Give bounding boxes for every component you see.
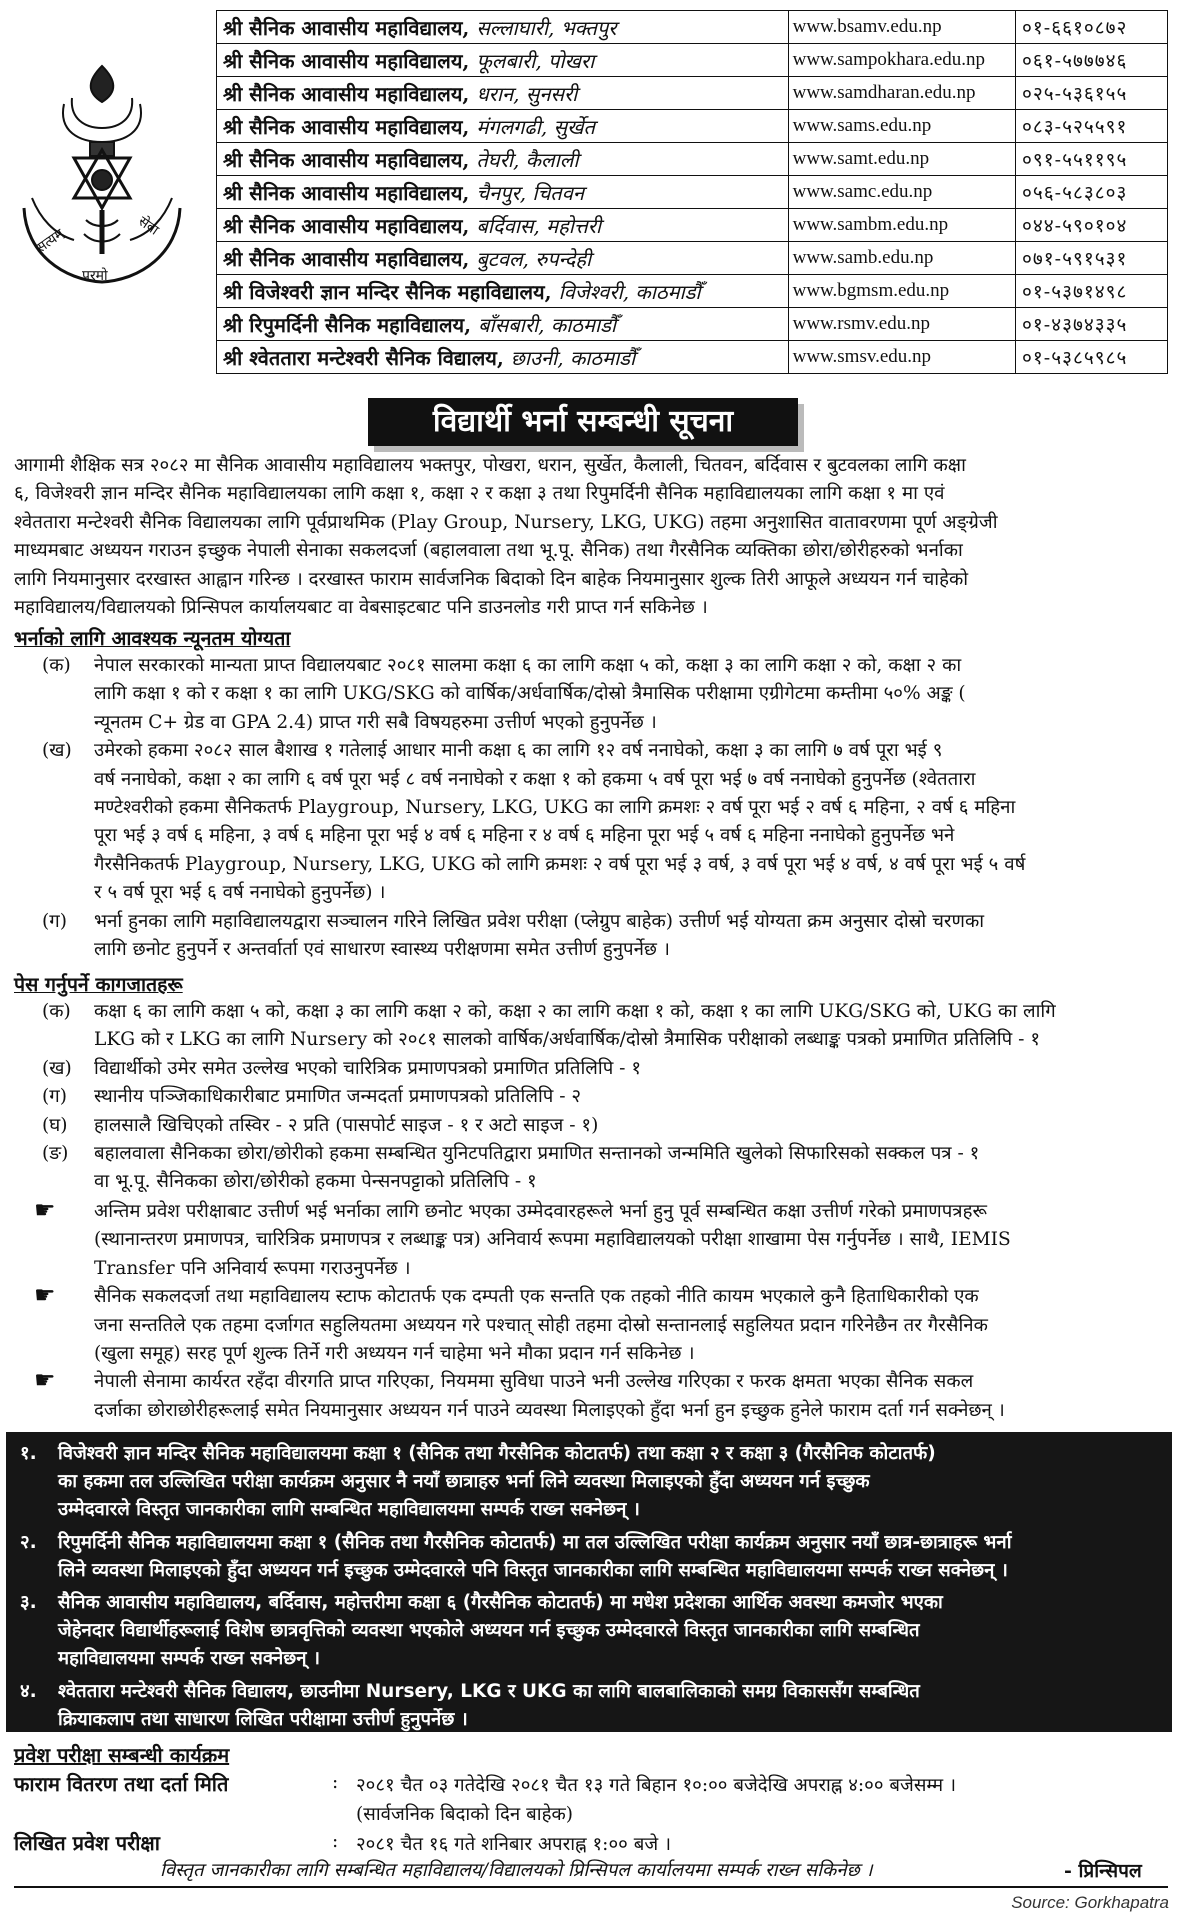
announcement-line: उम्मेदवारले विस्तृत जानकारीका लागि सम्बन्धित महाविद्यालयमा सम्पर्क राख्न सक्नेछन् ।: [58, 1499, 640, 1521]
college-name: श्री सैनिक आवासीय महाविद्यालय,: [223, 213, 470, 238]
note-line: सैनिक सकलदर्जा तथा महाविद्यालय स्टाफ कोटातर्फ एक दम्पती एक सन्तति एक तहको नीति कायम भएकाले कुनै हिताधिकारीको एक: [94, 1286, 979, 1308]
colon: :: [332, 1772, 339, 1793]
form-date-value: २०८१ चैत ०३ गतेदेखि २०८१ चैत १३ गते बिहान १०:०० बजेदेखि अपराह्न ४:०० बजेसम्म ।: [356, 1775, 957, 1796]
intro-paragraph: [14, 452, 1168, 622]
announcement-item: [6, 1589, 1172, 1674]
college-place: सल्लाघारी, भक्तपुर: [476, 15, 617, 40]
college-place: धरान, सुनसरी: [476, 81, 578, 106]
announcement-line: जेहेनदार विद्यार्थीहरूलाई विशेष छात्रवृत्तिको व्यवस्था भएकोले अध्ययन गर्न इच्छुक उम्मेदवारले विस्तृत जानकारीका लागि सम्बन्धित: [58, 1620, 920, 1642]
announcement-item: [6, 1440, 1172, 1525]
announcement-line: महाविद्यालयमा सम्पर्क राख्न सक्नेछन् ।: [58, 1648, 320, 1670]
intro-line: ६, विजेश्वरी ज्ञान मन्दिर सैनिक महाविद्यालयका लागि कक्षा १, कक्षा २ र कक्षा ३ तथा रिपुमर्दिनी सैनिक महाविद्यालयका लागि कक्षा १ मा एवं: [14, 483, 945, 505]
college-place: तेघरी, कैलाली: [476, 147, 579, 172]
eligibility-item: [14, 652, 1168, 737]
form-date-note: (सार्वजनिक बिदाको दिन बाहेक): [356, 1804, 573, 1825]
college-row: [217, 143, 1168, 176]
college-name: श्री विजेश्वरी ज्ञान मन्दिर सैनिक महाविद्यालय,: [223, 279, 552, 304]
written-exam-value: २०८१ चैत १६ गते शनिबार अपराह्न १:०० बजे ।: [356, 1834, 672, 1855]
eligibility-label: (क): [42, 655, 71, 676]
hand-pointer-icon: ☛: [34, 1366, 56, 1395]
college-name-cell: [217, 143, 789, 176]
documents-label: (ख): [42, 1057, 72, 1079]
eligibility-line: गैरसैनिकतर्फ Playgroup, Nursery, LKG, UKG को लागि क्रमशः २ वर्ष पूरा भई ३ वर्ष, ३ वर्ष पूरा भई ४ वर्ष, ४ वर्ष पूरा भई ५ वर्ष: [94, 853, 1026, 875]
college-phone: ०१-४३७४३३५: [1016, 308, 1168, 341]
college-row: [217, 242, 1168, 275]
announcement-line: रिपुमर्दिनी सैनिक महाविद्यालयमा कक्षा १ (सैनिक तथा गैरसैनिक कोटातर्फ) मा तल उल्लिखित परीक्षा कार्यक्रम अनुसार नयाँ छात्र-छात्राहरू भर्ना: [58, 1531, 1012, 1553]
footer-note: विस्तृत जानकारीका लागि सम्बन्धित महाविद्यालय/विद्यालयको प्रिन्सिपल कार्यालयमा सम्पर्क राख्न सकिनेछ ।: [160, 1860, 873, 1881]
written-exam-label: लिखित प्रवेश परीक्षा: [14, 1831, 160, 1855]
documents-line: बहालवाला सैनिकका छोरा/छोरीको हकमा सम्बन्धित युनिटपतिद्वारा प्रमाणित सन्तानको जन्ममिति खुलेको सिफारिसको सक्कल पत्र - १: [94, 1143, 980, 1164]
note-line: जना सन्ततिले एक तहमा दर्जागत सहुलियतमा अध्ययन गरे पश्चात् सोही तहमा दोस्रो सन्तानलाई सहुलियत प्रदान गरिनेछैन तर गैरसैनिक: [94, 1314, 988, 1336]
college-name-cell: [217, 176, 789, 209]
college-row: [217, 275, 1168, 308]
college-website[interactable]: www.samt.edu.np: [788, 143, 1015, 176]
college-row: [217, 77, 1168, 110]
intro-line: महाविद्यालय/विद्यालयको प्रिन्सिपल कार्यालयबाट वा वेबसाइटबाट पनि डाउनलोड गरी प्राप्त गर्न सकिनेछ ।: [14, 597, 708, 619]
eligibility-line: उमेरको हकमा २०८२ साल बैशाख १ गतेलाई आधार मानी कक्षा ६ का लागि १२ वर्ष ननाघेको, कक्षा ३ का लागि ७ वर्ष पूरा भई ९: [94, 740, 943, 762]
documents-item: [14, 998, 1168, 1055]
documents-label: (ङ): [42, 1143, 69, 1164]
college-website[interactable]: www.sams.edu.np: [788, 110, 1015, 143]
hand-pointer-icon: ☛: [34, 1281, 56, 1310]
colon: :: [332, 1831, 339, 1852]
emblem-bottom-text: परमो: [82, 268, 108, 284]
documents-label: (क): [42, 1001, 71, 1022]
college-name-cell: [217, 341, 789, 374]
eligibility-heading: भर्नाको लागि आवश्यक न्यूनतम योग्यता: [14, 627, 291, 650]
announcement-line: श्वेततारा मन्टेश्वरी सैनिक विद्यालय, छाउनीमा Nursery, LKG र UKG का लागि बालबालिकाको समग्र विकाससँग सम्बन्धित: [58, 1680, 920, 1702]
college-phone: ०२५-५३६१५५: [1016, 77, 1168, 110]
eligibility-line: मण्टेश्वरीको हकमा सैनिकतर्फ Playgroup, Nursery, LKG, UKG का लागि क्रमशः २ वर्ष पूरा भई २ वर्ष ६ महिना, २ वर्ष ६ महिना: [94, 797, 1016, 818]
note-line: दर्जाका छोराछोरीहरूलाई समेत नियमानुसार अध्ययन गर्न पाउने व्यवस्था मिलाइएको हुँदा भर्ना हुन इच्छुक हुनेले फाराम दर्ता गर्न सक्नेछन् ।: [94, 1399, 1005, 1421]
college-phone: ०७१-५९१५३१: [1016, 242, 1168, 275]
college-row: [217, 341, 1168, 374]
college-phone: ०१-५३७१४९८: [1016, 275, 1168, 308]
college-name-cell: [217, 275, 789, 308]
documents-line: विद्यार्थीको उमेर समेत उल्लेख भएको चारित्रिक प्रमाणपत्रको प्रमाणित प्रतिलिपि - १: [94, 1057, 642, 1079]
eligibility-line: न्यूनतम C+ ग्रेड वा GPA 2.4) प्राप्त गरी सबै विषयहरुमा उत्तीर्ण भएको हुनुपर्नेछ ।: [94, 711, 657, 733]
eligibility-line: भर्ना हुनका लागि महाविद्यालयद्वारा सञ्चालन गरिने लिखित प्रवेश परीक्षा (प्लेग्रुप बाहेक) उत्तीर्ण भई योग्यता क्रम अनुसार दोस्रो चरणका: [94, 910, 985, 932]
documents-line: कक्षा ६ का लागि कक्षा ५ को, कक्षा ३ का लागि कक्षा २ को, कक्षा २ का लागि कक्षा १ को, कक्षा १ का लागि UKG/SKG को, UKG का लागि: [94, 1001, 1056, 1022]
announcement-line: क्रियाकलाप तथा साधारण लिखित परीक्षामा उत्तीर्ण हुनुपर्नेछ ।: [58, 1708, 468, 1730]
college-name-cell: [217, 44, 789, 77]
college-website[interactable]: www.sampokhara.edu.np: [788, 44, 1015, 77]
college-phone: ०४४-५९०१०४: [1016, 209, 1168, 242]
college-website[interactable]: www.sambm.edu.np: [788, 209, 1015, 242]
announcement-item: [6, 1678, 1172, 1734]
college-row: [217, 11, 1168, 44]
college-phone: ०१-५३८५९८५: [1016, 341, 1168, 374]
college-name-cell: [217, 110, 789, 143]
notice-title: विद्यार्थी भर्ना सम्बन्धी सूचना: [368, 398, 798, 446]
college-name: श्री सैनिक आवासीय महाविद्यालय,: [223, 114, 470, 139]
announcement-number: ४.: [20, 1680, 37, 1702]
documents-label: (घ): [42, 1114, 68, 1136]
college-place: बर्दिवास, महोत्तरी: [476, 213, 602, 238]
announcement-box: [6, 1432, 1172, 1732]
college-name-cell: [217, 308, 789, 341]
announcement-line: सैनिक आवासीय महाविद्यालय, बर्दिवास, महोत्तरीमा कक्षा ६ (गैरसैनिक कोटातर्फ) मा मधेश प्रदेशका आर्थिक अवस्था कमजोर भएका: [58, 1592, 943, 1613]
documents-item: [14, 1055, 1168, 1083]
note-item: [14, 1198, 1168, 1283]
college-name: श्री सैनिक आवासीय महाविद्यालय,: [223, 81, 470, 106]
college-name: श्री सैनिक आवासीय महाविद्यालय,: [223, 48, 470, 73]
college-website[interactable]: www.smsv.edu.np: [788, 341, 1015, 374]
college-row: [217, 209, 1168, 242]
college-name-cell: [217, 242, 789, 275]
note-line: (खुला समूह) सरह पूर्ण शुल्क तिर्ने गरी अध्ययन गर्न चाहेमा भने मौका प्रदान गर्न सकिनेछ ।: [94, 1343, 695, 1364]
college-website[interactable]: www.rsmv.edu.np: [788, 308, 1015, 341]
eligibility-label: (ख): [42, 740, 72, 762]
college-website[interactable]: www.samb.edu.np: [788, 242, 1015, 275]
note-line: नेपाली सेनामा कार्यरत रहँदा वीरगति प्राप्त गरिएका, नियममा सुविधा पाउने भनी उल्लेख गरिएका र फरक क्षमता भएका सैनिक सकल: [94, 1371, 974, 1393]
eligibility-line: पूरा भई ३ वर्ष ६ महिना, ३ वर्ष ६ महिना पूरा भई ४ वर्ष ६ महिना र ४ वर्ष ६ महिना पूरा भई ५ वर्ष ६ महिना ननाघेको हुनुपर्नेछ भने: [94, 825, 955, 847]
announcement-number: २.: [20, 1531, 37, 1553]
college-row: [217, 176, 1168, 209]
announcement-number: ३.: [20, 1592, 37, 1613]
documents-label: (ग): [42, 1086, 67, 1108]
announcement-item: [6, 1529, 1172, 1585]
college-place: मंगलगढी, सुर्खेत: [476, 114, 595, 139]
note-line: Transfer पनि अनिवार्य रूपमा गराउनुपर्नेछ ।: [94, 1257, 411, 1279]
college-name-cell: [217, 11, 789, 44]
college-name-cell: [217, 77, 789, 110]
nepal-army-emblem-icon: [14, 58, 190, 294]
college-name: श्री सैनिक आवासीय महाविद्यालय,: [223, 180, 470, 205]
documents-item: [14, 1083, 1168, 1111]
announcement-line: विजेश्वरी ज्ञान मन्दिर सैनिक महाविद्यालयमा कक्षा १ (सैनिक तथा गैरसैनिक कोटातर्फ) तथा कक्षा २ र कक्षा ३ (गैरसैनिक कोटातर्फ): [58, 1443, 936, 1464]
note-item: [14, 1283, 1168, 1368]
documents-line: वा भू.पू. सैनिकका छोरा/छोरीको हकमा पेन्सनपट्टाको प्रतिलिपि - १: [94, 1171, 537, 1193]
college-phone: ०९१-५५११९५: [1016, 143, 1168, 176]
documents-line: हालसालै खिचिएको तस्विर - २ प्रति (पासपोर्ट साइज - १ र अटो साइज - १): [94, 1114, 599, 1136]
college-website[interactable]: www.bsamv.edu.np: [788, 11, 1015, 44]
intro-line: माध्यमबाट अध्ययन गराउन इच्छुक नेपाली सेनाका सकलदर्जा (बहालवाला तथा भू.पू. सैनिक) तथा गैरसैनिक व्यक्तिका छोरा/छोरीहरुको भर्नाका: [14, 540, 963, 562]
college-place: विजेश्वरी, काठमाडौँ: [558, 279, 701, 304]
note-item: [14, 1368, 1168, 1425]
college-place: छाउनी, काठमाडौँ: [510, 345, 636, 370]
college-phone: ०६१-५७७७४६: [1016, 44, 1168, 77]
documents-line: स्थानीय पञ्जिकाधिकारीबाट प्रमाणित जन्मदर्ता प्रमाणपत्रको प्रतिलिपि - २: [94, 1086, 582, 1108]
announcement-number: १.: [20, 1443, 37, 1464]
eligibility-label: (ग): [42, 910, 67, 932]
college-phone: ०१-६६१०८७२: [1016, 11, 1168, 44]
source-credit: Source: Gorkhapatra: [1011, 1893, 1169, 1912]
documents-item: [14, 1112, 1168, 1140]
college-phone: ०५६-५८३८०३: [1016, 176, 1168, 209]
footer-divider: [14, 1886, 1168, 1888]
intro-line: आगामी शैक्षिक सत्र २०८२ मा सैनिक आवासीय महाविद्यालय भक्तपुर, पोखरा, धरान, सुर्खेत, कैलाली, चितवन, बर्दिवास र बुटवलका लागि कक्षा: [14, 455, 966, 476]
college-place: चैनपुर, चितवन: [476, 180, 584, 205]
college-place: फूलबारी, पोखरा: [476, 48, 595, 73]
hand-pointer-icon: ☛: [34, 1196, 56, 1224]
college-contact-table: [216, 10, 1168, 374]
college-row: [217, 44, 1168, 77]
documents-heading: पेस गर्नुपर्ने कागजातहरू: [14, 973, 183, 996]
college-name: श्री सैनिक आवासीय महाविद्यालय,: [223, 147, 470, 172]
intro-line: लागि नियमानुसार दरखास्त आह्वान गरिन्छ । दरखास्त फाराम सार्वजनिक बिदाको दिन बाहेक नियमानुसार शुल्क तिरी आफूले अध्ययन गर्न चाहेको: [14, 568, 969, 590]
documents-item: [14, 1140, 1168, 1197]
college-name-cell: [217, 209, 789, 242]
college-place: बाँसबारी, काठमाडौँ: [478, 312, 617, 337]
note-line: अन्तिम प्रवेश परीक्षाबाट उत्तीर्ण भई भर्नाका लागि छनोट भएका उम्मेदवारहरूले भर्ना हुनु पूर्व सम्बन्धित कक्षा उत्तीर्ण गरेको प्रमाणपत्रहरू: [94, 1201, 987, 1222]
eligibility-line: वर्ष ननाघेको, कक्षा २ का लागि ६ वर्ष पूरा भई ८ वर्ष ननाघेको र कक्षा १ को हकमा ५ वर्ष पूरा भई ७ वर्ष ननाघेको हुनुपर्नेछ (श्वेततारा: [94, 768, 976, 790]
college-website[interactable]: www.samc.edu.np: [788, 176, 1015, 209]
eligibility-line: लागि छनोट हुनुपर्ने र अन्तर्वार्ता एवं साधारण स्वास्थ्य परीक्षणमा समेत उत्तीर्ण हुनुपर्नेछ ।: [94, 939, 670, 960]
eligibility-item: [14, 737, 1168, 907]
college-name: श्री सैनिक आवासीय महाविद्यालय,: [223, 246, 470, 271]
signatory: - प्रिन्सिपल: [1064, 1860, 1142, 1882]
form-date-label: फाराम वितरण तथा दर्ता मिति: [14, 1772, 229, 1796]
college-row: [217, 110, 1168, 143]
eligibility-line: र ५ वर्ष पूरा भई ६ वर्ष ननाघेको हुनुपर्नेछ) ।: [94, 882, 386, 904]
college-website[interactable]: www.bgmsm.edu.np: [788, 275, 1015, 308]
intro-line: श्वेततारा मन्टेश्वरी सैनिक विद्यालयका लागि पूर्वप्राथमिक (Play Group, Nursery, LKG, UKG) तहमा अनुशासित वातावरणमा पूर्ण अङ्ग्रेजी: [14, 511, 998, 533]
college-phone: ०८३-५२५५९१: [1016, 110, 1168, 143]
note-line: (स्थानान्तरण प्रमाणपत्र, चारित्रिक प्रमाणपत्र र लब्धाङ्क पत्र) अनिवार्य रूपमा महाविद्यालयको परीक्षा शाखामा पेस गर्नुपर्नेछ । साथै, IEMIS: [94, 1229, 1011, 1251]
eligibility-line: लागि कक्षा १ को र कक्षा १ का लागि UKG/SKG को वार्षिक/अर्धवार्षिक/दोस्रो त्रैमासिक परीक्षामा एग्रीगेटमा कम्तीमा ५०% अङ्क (: [94, 683, 966, 705]
college-name: श्री रिपुमर्दिनी सैनिक महाविद्यालय,: [223, 312, 472, 337]
announcement-line: लिने व्यवस्था मिलाइएको हुँदा अध्ययन गर्न इच्छुक उम्मेदवारले पनि विस्तृत जानकारीका लागि सम्बन्धित महाविद्यालयमा सम्पर्क राख्न सक्नेछन् ।: [58, 1559, 1008, 1581]
college-place: बुटवल, रुपन्देही: [476, 246, 592, 271]
college-name: श्री श्वेततारा मन्टेश्वरी सैनिक विद्यालय,: [223, 345, 504, 370]
emblem-left-text: सत्यम्: [33, 226, 68, 257]
college-website[interactable]: www.samdharan.edu.np: [788, 77, 1015, 110]
schedule-heading: प्रवेश परीक्षा सम्बन्धी कार्यक्रम: [14, 1743, 230, 1767]
college-name: श्री सैनिक आवासीय महाविद्यालय,: [223, 15, 470, 40]
announcement-line: का हकमा तल उल्लिखित परीक्षा कार्यक्रम अनुसार नै नयाँ छात्राहरु भर्ना लिने व्यवस्था मिलाइएको हुँदा अध्ययन गर्न इच्छुक: [58, 1471, 870, 1493]
eligibility-item: [14, 908, 1168, 965]
emblem-right-text: सेवा: [135, 213, 162, 239]
documents-line: LKG को र LKG का लागि Nursery को २०८१ सालको वार्षिक/अर्धवार्षिक/दोस्रो त्रैमासिक परीक्षाको लब्धाङ्क पत्रको प्रमाणित प्रतिलिपि - १: [94, 1029, 1041, 1051]
eligibility-line: नेपाल सरकारको मान्यता प्राप्त विद्यालयबाट २०८१ सालमा कक्षा ६ का लागि कक्षा ५ को, कक्षा ३ का लागि कक्षा २ को, कक्षा २ का: [94, 655, 962, 676]
college-row: [217, 308, 1168, 341]
